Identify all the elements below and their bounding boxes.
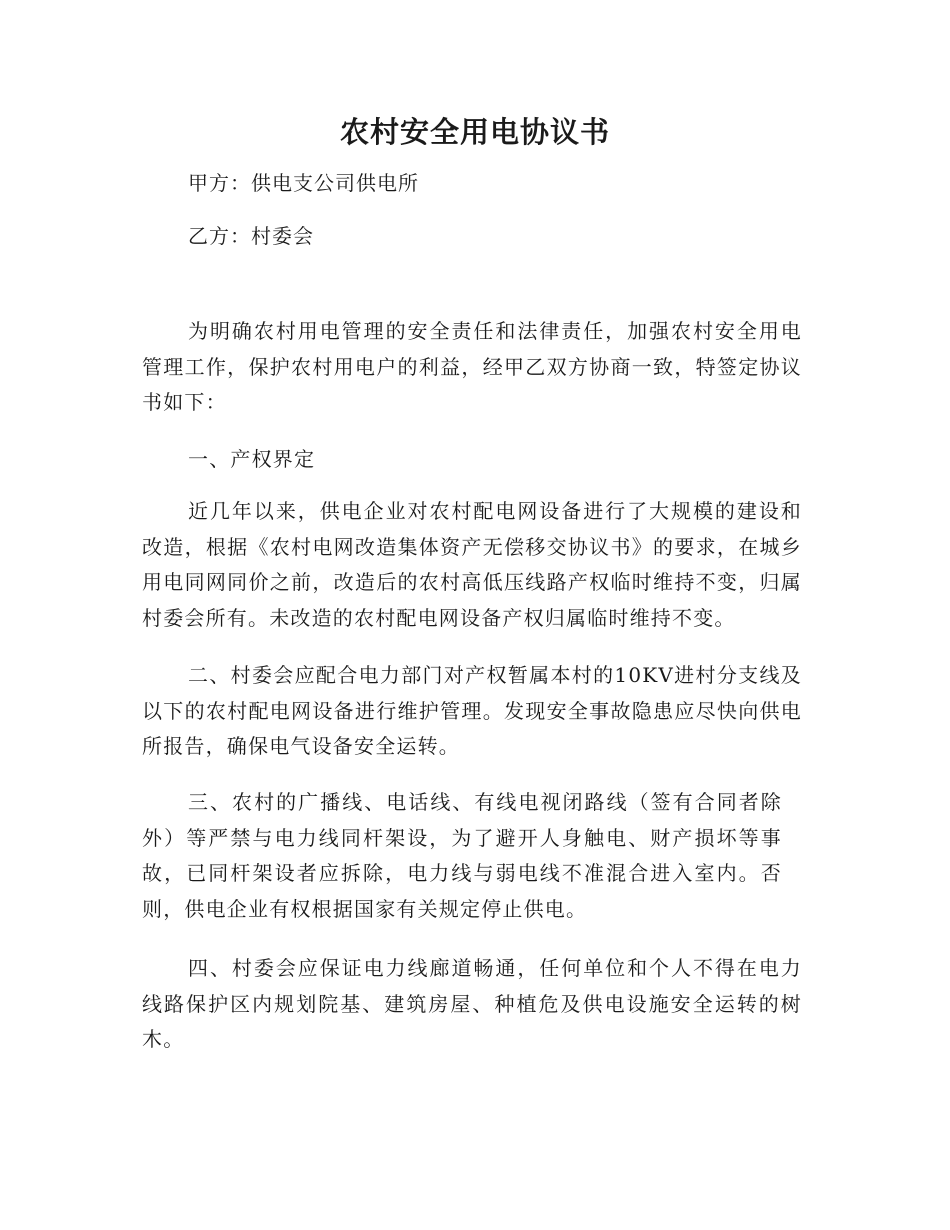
intro-paragraph: 为明确农村用电管理的安全责任和法律责任，加强农村安全用电管理工作，保护农村用电户的利益，经甲乙双方协商一致，特签定协议书如下： (142, 319, 802, 414)
party-a: 甲方：供电支公司供电所 (188, 171, 419, 195)
section-4-paragraph: 四、村委会应保证电力线廊道畅通，任何单位和个人不得在电力线路保护区内规划院基、建筑房屋、种植危及供电设施安全运转的树木。 (142, 956, 802, 1051)
section-2-paragraph: 二、村委会应配合电力部门对产权暂属本村的10KV进村分支线及以下的农村配电网设备进行维护管理。发现安全事故隐患应尽快向供电所报告，确保电气设备安全运转。 (142, 663, 802, 758)
section-3-paragraph: 三、农村的广播线、电话线、有线电视闭路线（签有合同者除外）等严禁与电力线同杆架设，为了避开人身触电、财产损坏等事故，已同杆架设者应拆除，电力线与弱电线不准混合进入室内。否则，供电企业有权根据国家有关规定停止供电。 (142, 790, 782, 921)
party-b: 乙方：村委会 (188, 224, 314, 248)
document-title: 农村安全用电协议书 (339, 115, 610, 149)
section-1-heading: 一、产权界定 (188, 447, 316, 471)
section-1-paragraph: 近几年以来，供电企业对农村配电网设备进行了大规模的建设和改造，根据《农村电网改造集体资产无偿移交协议书》的要求，在城乡用电同网同价之前，改造后的农村高低压线路产权临时维持不变，归属村委会所有。未改造的农村配电网设备产权归属临时维持不变。 (142, 499, 802, 630)
